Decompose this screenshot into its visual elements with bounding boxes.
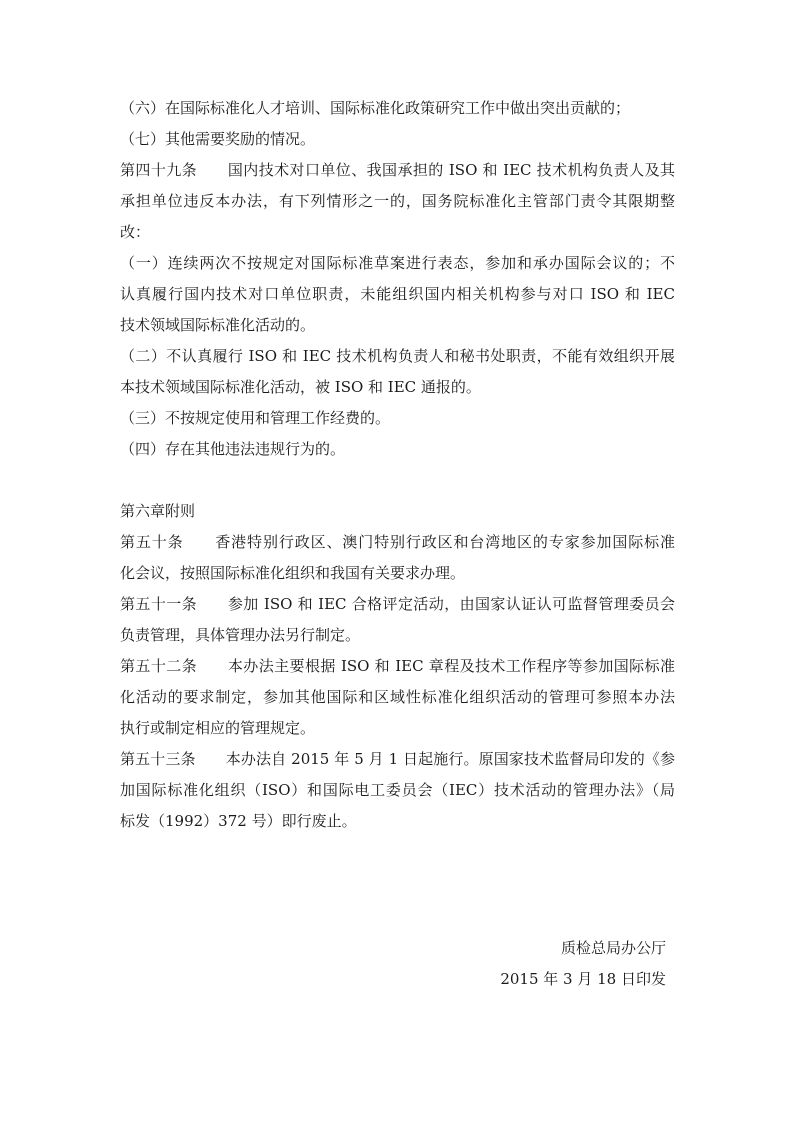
article-49-line-1: 第四十九条 国内技术对口单位、我国承担的 ISO 和 IEC 技术机构负责人及其	[120, 161, 675, 179]
article-50-line-2: 化会议，按照国际标准化组织和我国有关要求办理。	[120, 564, 466, 582]
item-2-line-1: （二）不认真履行 ISO 和 IEC 技术机构负责人和秘书处职责，不能有效组织开展	[120, 347, 675, 365]
item-1-line-3: 技术领域国际标准化活动的。	[120, 316, 316, 334]
article-53-line-3: 标发（1992）372 号）即行废止。	[120, 812, 357, 830]
item-3: （三）不按规定使用和管理工作经费的。	[120, 409, 391, 427]
document-body	[120, 93, 675, 837]
article-52-line-2: 化活动的要求制定，参加其他国际和区域性标准化组织活动的管理可参照本办法	[120, 688, 675, 706]
issuing-office: 质检总局办公厅	[560, 939, 666, 957]
article-52-line-1: 第五十二条 本办法主要根据 ISO 和 IEC 章程及技术工作程序等参加国际标准	[120, 657, 675, 675]
article-52-line-3: 执行或制定相应的管理规定。	[120, 719, 316, 737]
article-51-line-2: 负责管理，具体管理办法另行制定。	[120, 626, 361, 644]
article-51-line-1: 第五十一条 参加 ISO 和 IEC 合格评定活动，由国家认证认可监督管理委员会	[120, 595, 675, 613]
item-1-line-2: 认真履行国内技术对口单位职责，未能组织国内相关机构参与对口 ISO 和 IEC	[120, 285, 675, 303]
article-53-line-2: 加国际标准化组织（ISO）和国际电工委员会（IEC）技术活动的管理办法》（局	[120, 781, 675, 799]
clause-6: （六）在国际标准化人才培训、国际标准化政策研究工作中做出突出贡献的；	[120, 99, 631, 117]
article-53-line-1: 第五十三条 本办法自 2015 年 5 月 1 日起施行。原国家技术监督局印发的《参	[120, 750, 675, 768]
blank-line	[120, 465, 675, 496]
article-50-line-1: 第五十条 香港特别行政区、澳门特别行政区和台湾地区的专家参加国际标准	[120, 533, 675, 551]
chapter-heading: 第六章附则	[120, 502, 196, 520]
item-4: （四）存在其他违法违规行为的。	[120, 440, 346, 458]
article-49-line-3: 改：	[120, 223, 151, 241]
issue-date: 2015 年 3 月 18 日印发	[500, 970, 666, 988]
item-2-line-2: 本技术领域国际标准化活动，被 ISO 和 IEC 通报的。	[120, 378, 481, 396]
item-1-line-1: （一）连续两次不按规定对国际标准草案进行表态，参加和承办国际会议的；不	[120, 254, 675, 272]
clause-7: （七）其他需要奖励的情况。	[120, 130, 316, 148]
signature-block	[500, 933, 666, 995]
article-49-line-2: 承担单位违反本办法，有下列情形之一的，国务院标准化主管部门责令其限期整	[120, 192, 675, 210]
